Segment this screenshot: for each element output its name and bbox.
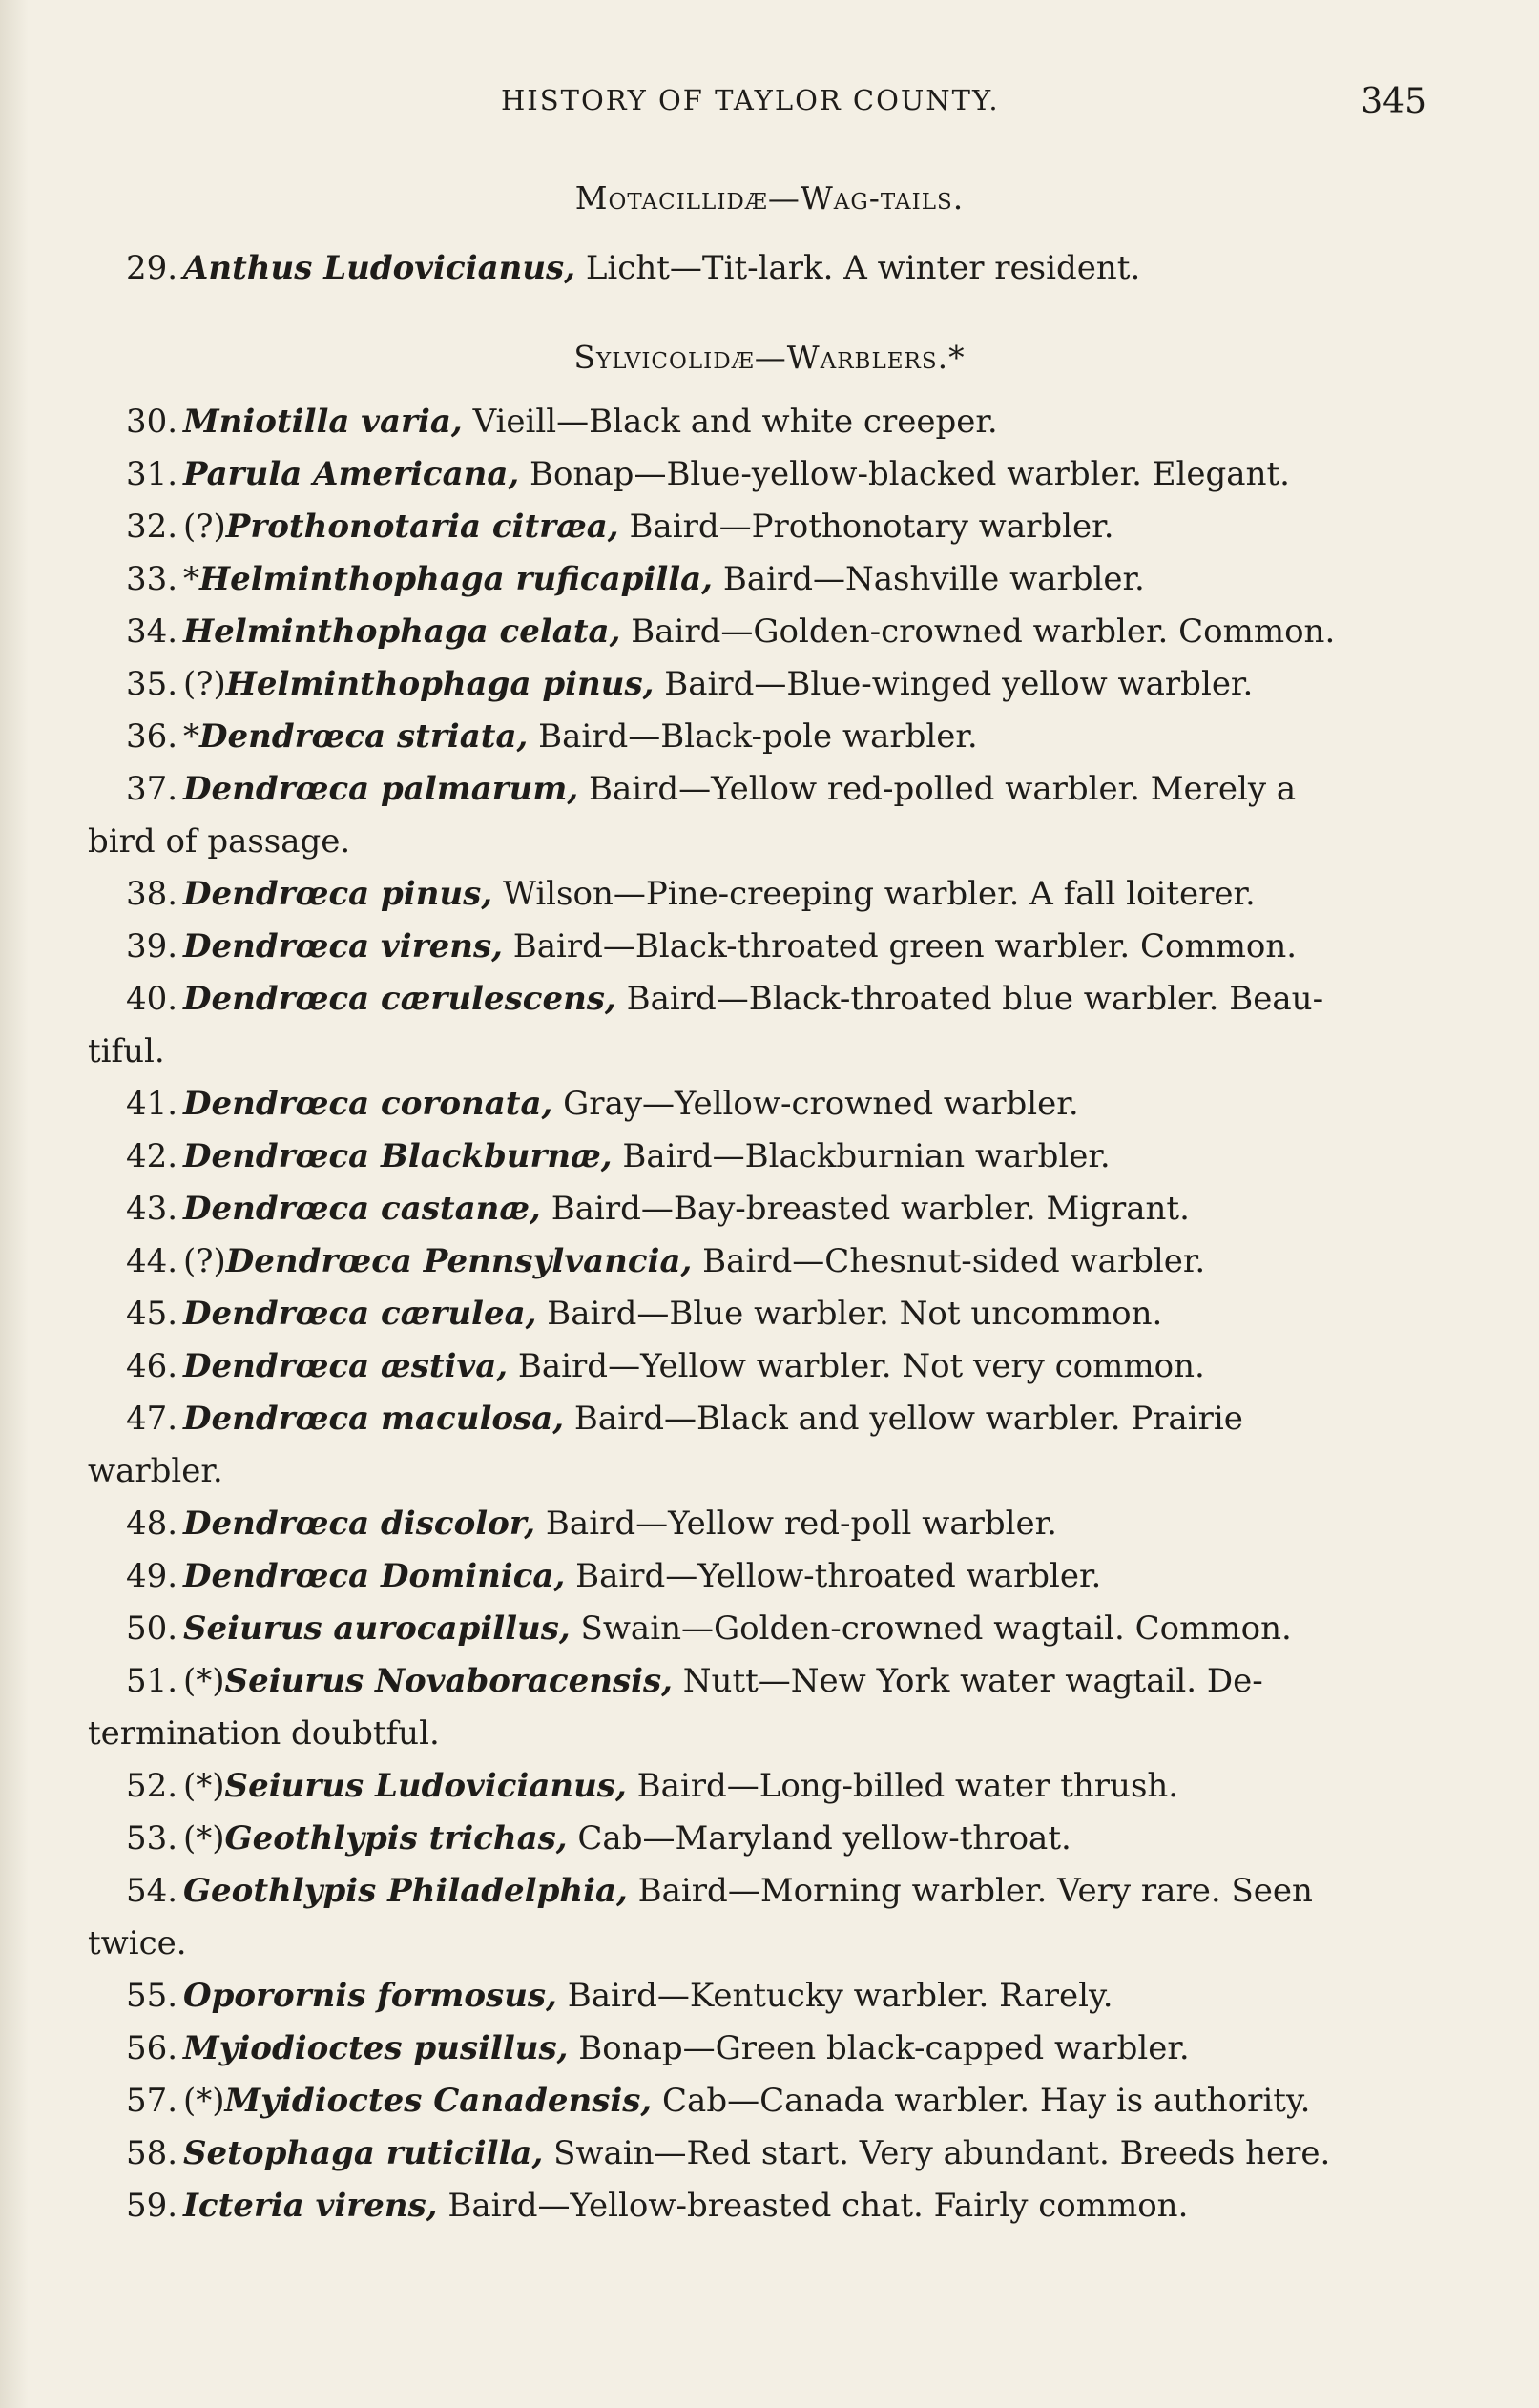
entry-number: 51. [126,1662,178,1700]
common-name-notes: Baird—Yellow-throated warbler. [565,1557,1102,1595]
entry-continuation: bird of passage. [88,822,351,861]
entry-number: 41. [126,1085,178,1123]
entry-mark: (?) [183,1242,226,1280]
scientific-name: Myiodioctes pusillus, [183,2029,569,2067]
scientific-name: Helminthophaga pinus, [225,665,655,703]
entry-continuation: termination doubtful. [88,1714,440,1753]
entry-number: 33. [126,560,178,598]
species-entry [88,396,1428,447]
species-entry [88,2075,1428,2127]
species-entry [88,868,1428,920]
entry-continuation: twice. [88,1924,187,1962]
scientific-name: Oporornis formosus, [183,1977,557,2015]
entry-mark: (*) [183,1767,225,1805]
species-entry [88,1183,1428,1235]
species-entry [88,242,1428,294]
scientific-name: Helminthophaga ruficapilla, [199,560,714,598]
common-name-notes: Baird—Blackburnian warbler. [612,1137,1111,1175]
entry-number: 40. [126,980,178,1018]
species-entry [88,1393,1428,1444]
scientific-name: Myidioctes Canadensis, [224,2082,653,2120]
entry-number: 56. [126,2029,178,2067]
entry-number: 44. [126,1242,178,1280]
common-name-notes: Bonap—Blue-yellow-blacked warbler. Elegant. [519,455,1290,493]
species-entry [88,711,1428,762]
entry-mark: (*) [183,1662,225,1700]
species-entry [88,1603,1428,1654]
scientific-name: Dendrœca cærulescens, [183,980,616,1018]
common-name-notes: Wilson—Pine-creeping warbler. A fall loiterer. [492,875,1256,913]
scientific-name: Seiurus Novaboracensis, [224,1662,673,1700]
scientific-name: Dendrœca pinus, [183,875,493,913]
common-name-notes: Swain—Golden-crowned wagtail. Common. [570,1609,1292,1648]
entry-number: 32. [126,508,178,546]
entry-number: 54. [126,1872,178,1910]
scientific-name: Dendrœca maculosa, [183,1400,565,1438]
common-name-notes: Baird—Golden-crowned warbler. Common. [620,612,1336,651]
entry-number: 46. [126,1347,178,1385]
entry-continuation: tiful. [88,1032,165,1070]
scientific-name: Icteria virens, [183,2187,438,2225]
scientific-name: Dendrœca Pennsylvancia, [225,1242,693,1280]
section-heading-motacillidae: Motacillidæ—Wag-tails. [574,179,965,217]
scientific-name: Setophaga ruticilla, [183,2134,544,2172]
entry-number: 43. [126,1190,178,1228]
entry-number: 29. [126,249,178,287]
entry-number: 36. [126,717,178,756]
scientific-name: Geothlypis trichas, [224,1819,568,1858]
entry-mark: (*) [183,1819,225,1858]
entry-number: 42. [126,1137,178,1175]
scientific-name: Dendrœca discolor, [183,1505,536,1543]
scientific-name: Dendrœca cærulea, [183,1295,537,1333]
scientific-name: Helminthophaga celata, [183,612,621,651]
common-name-notes: Baird—Prothonotary warbler. [618,508,1114,546]
entry-mark: (?) [183,508,226,546]
species-entry [88,1340,1428,1392]
scientific-name: Geothlypis Philadelphia, [183,1872,628,1910]
species-entry [88,921,1428,972]
species-entry [88,2023,1428,2074]
common-name-notes: Cab—Canada warbler. Hay is authority. [652,2082,1311,2120]
entry-mark: * [183,717,199,756]
scientific-name: Prothonotaria citræa, [225,508,619,546]
scientific-name: Dendrœca Blackburnæ, [183,1137,613,1175]
entry-number: 45. [126,1295,178,1333]
running-head: HISTORY OF TAYLOR COUNTY. [501,84,1000,116]
common-name-notes: Baird—Yellow red-poll warbler. [535,1505,1057,1543]
species-entry [88,2128,1428,2179]
common-name-notes: Baird—Blue-winged yellow warbler. [654,665,1254,703]
entry-number: 52. [126,1767,178,1805]
entry-mark: (*) [183,2082,225,2120]
entry-number: 57. [126,2082,178,2120]
common-name-notes: Baird—Long-billed water thrush. [626,1767,1179,1805]
species-entry [88,1078,1428,1130]
common-name-notes: Nutt—New York water wagtail. De- [673,1662,1263,1700]
species-entry [88,1235,1428,1287]
scientific-name: Dendrœca striata, [199,717,529,756]
common-name-notes: Baird—Blue warbler. Not uncommon. [536,1295,1163,1333]
scientific-name: Anthus Ludovicianus, [183,249,576,287]
common-name-notes: Baird—Chesnut-sided warbler. [692,1242,1206,1280]
species-entry [88,1550,1428,1602]
entry-mark: (?) [183,665,226,703]
common-name-notes: Baird—Black-throated blue warbler. Beau- [615,980,1324,1018]
scientific-name: Seiurus Ludovicianus, [224,1767,627,1805]
species-entry [88,1865,1428,1917]
scientific-name: Seiurus aurocapillus, [183,1609,571,1648]
entry-number: 39. [126,927,178,965]
entry-number: 55. [126,1977,178,2015]
common-name-notes: Baird—Black and yellow warbler. Prairie [564,1400,1243,1438]
common-name-notes: Vieill—Black and white creeper. [462,403,998,441]
species-entry [88,1288,1428,1339]
entry-number: 50. [126,1609,178,1648]
entry-number: 49. [126,1557,178,1595]
species-entry [88,1813,1428,1864]
entry-number: 34. [126,612,178,651]
species-entry [88,1970,1428,2022]
entry-continuation: warbler. [88,1452,223,1490]
entry-number: 37. [126,770,178,808]
entry-number: 47. [126,1400,178,1438]
common-name-notes: Baird—Kentucky warbler. Rarely. [556,1977,1113,2015]
entry-number: 58. [126,2134,178,2172]
entry-number: 35. [126,665,178,703]
entry-number: 30. [126,403,178,441]
common-name-notes: Gray—Yellow-crowned warbler. [552,1085,1079,1123]
section-heading-sylvicolidae: Sylvicolidæ—Warblers.* [573,339,966,376]
entry-mark: * [183,560,199,598]
scientific-name: Dendrœca coronata, [183,1085,553,1123]
common-name-notes: Baird—Morning warbler. Very rare. Seen [627,1872,1313,1910]
species-entry [88,973,1428,1025]
common-name-notes: Bonap—Green black-capped warbler. [568,2029,1190,2067]
scientific-name: Dendrœca castanæ, [183,1190,541,1228]
species-entry [88,448,1428,500]
common-name-notes: Licht—Tit-lark. A winter resident. [575,249,1141,287]
common-name-notes: Baird—Black-throated green warbler. Common. [502,927,1298,965]
entry-number: 31. [126,455,178,493]
species-entry [88,1131,1428,1182]
common-name-notes: Baird—Black-pole warbler. [528,717,978,756]
scientific-name: Mniotilla varia, [183,403,463,441]
species-entry [88,1760,1428,1812]
scientific-name: Dendrœca palmarum, [183,770,579,808]
common-name-notes: Swain—Red start. Very abundant. Breeds here. [543,2134,1331,2172]
scientific-name: Dendrœca virens, [183,927,503,965]
common-name-notes: Baird—Bay-breasted warbler. Migrant. [540,1190,1190,1228]
species-entry [88,1655,1428,1707]
species-entry [88,553,1428,605]
species-entry [88,606,1428,657]
common-name-notes: Baird—Yellow red-polled warbler. Merely a [578,770,1297,808]
scientific-name: Parula Americana, [183,455,520,493]
entry-number: 48. [126,1505,178,1543]
species-entry [88,1498,1428,1549]
species-entry [88,658,1428,710]
scientific-name: Dendrœca æstiva, [183,1347,509,1385]
species-entry [88,763,1428,815]
common-name-notes: Baird—Yellow warbler. Not very common. [508,1347,1205,1385]
entry-number: 59. [126,2187,178,2225]
scientific-name: Dendrœca Dominica, [183,1557,566,1595]
species-entry [88,2180,1428,2232]
common-name-notes: Cab—Maryland yellow-throat. [567,1819,1071,1858]
entry-number: 53. [126,1819,178,1858]
entry-number: 38. [126,875,178,913]
page-number: 345 [1361,82,1426,121]
species-entry [88,501,1428,552]
common-name-notes: Baird—Nashville warbler. [713,560,1145,598]
common-name-notes: Baird—Yellow-breasted chat. Fairly common. [437,2187,1189,2225]
